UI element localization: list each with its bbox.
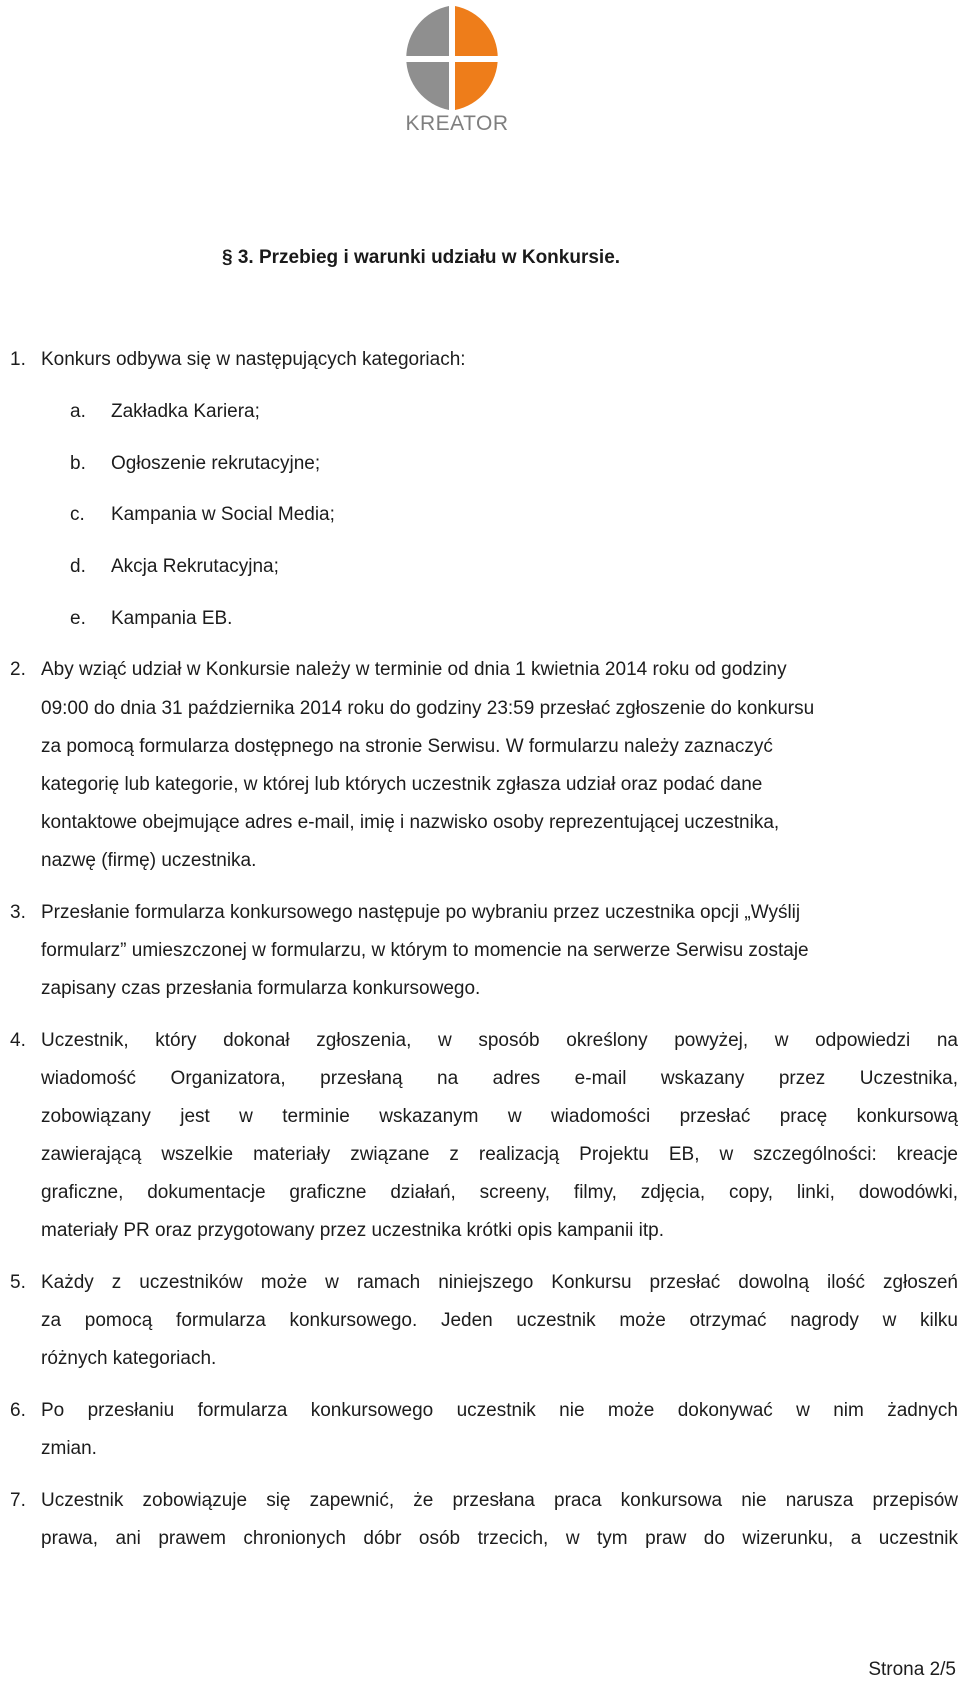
item-2-line-5: kontaktowe obejmujące adres e-mail, imię i nazwisko osoby reprezentującej uczestnika, (41, 812, 780, 833)
item-4-line-2 (41, 1068, 958, 1090)
sub-item-e-text: Kampania EB. (111, 608, 233, 629)
item-5-line-3: różnych kategoriach. (41, 1348, 217, 1369)
item-4-number: 4. (10, 1030, 26, 1051)
item-1-number: 1. (10, 349, 26, 370)
logo-mark-icon (398, 0, 516, 112)
sub-item-b-text: Ogłoszenie rekrutacyjne; (111, 453, 321, 474)
section-title: § 3. Przebieg i warunki udziału w Konkursie. (222, 247, 621, 268)
item-2-line-6: nazwę (firmę) uczestnika. (41, 850, 257, 871)
item-1-text: Konkurs odbywa się w następujących kategoriach: (41, 349, 466, 370)
page-number: Strona 2/5 (868, 1659, 956, 1680)
item-4-line-5-text: graficzne, dokumentacje graficzne działań, screeny, filmy, zdjęcia, copy, linki, dowodówki, (41, 1182, 958, 1203)
item-4-line-5 (41, 1182, 958, 1204)
item-2-line-2: 09:00 do dnia 31 października 2014 roku do godziny 23:59 przesłać zgłoszenie do konkursu (41, 698, 815, 719)
item-7-line-1-text: Uczestnik zobowiązuje się zapewnić, że przesłana praca konkursowa nie narusza przepisów (41, 1490, 958, 1511)
item-2-number: 2. (10, 659, 26, 680)
sub-item-d-letter: d. (70, 556, 86, 577)
item-6-line-2: zmian. (41, 1438, 97, 1459)
item-6-line-1-text: Po przesłaniu formularza konkursowego uczestnik nie może dokonywać w nim żadnych (41, 1400, 958, 1421)
sub-item-a-letter: a. (70, 401, 86, 422)
item-4-line-1 (41, 1030, 958, 1052)
sub-item-c-letter: c. (70, 504, 85, 525)
item-7-number: 7. (10, 1490, 26, 1511)
sub-item-c-text: Kampania w Social Media; (111, 504, 335, 525)
item-2-line-4: kategorię lub kategorie, w której lub których uczestnik zgłasza udział oraz podać dane (41, 774, 763, 795)
item-3-number: 3. (10, 902, 26, 923)
item-7-line-2-text: prawa, ani prawem chronionych dóbr osób trzecich, w tym praw do wizerunku, a uczestnik (41, 1528, 958, 1549)
item-7-line-2 (41, 1528, 958, 1550)
logo-text: KREATOR (405, 112, 509, 135)
kreator-logo (398, 0, 516, 140)
item-3-line-3: zapisany czas przesłania formularza konkursowego. (41, 978, 481, 999)
item-5-number: 5. (10, 1272, 26, 1293)
item-4-line-4 (41, 1144, 958, 1166)
item-3-line-2: formularz” umieszczonej w formularzu, w którym to momencie na serwerze Serwisu zostaje (41, 940, 809, 961)
sub-item-e-letter: e. (70, 608, 86, 629)
item-3-line-1: Przesłanie formularza konkursowego następuje po wybraniu przez uczestnika opcji „Wyślij (41, 902, 801, 923)
item-6-line-1 (41, 1400, 958, 1422)
item-5-line-1-text: Każdy z uczestników może w ramach niniejszego Konkursu przesłać dowolną ilość zgłoszeń (41, 1272, 958, 1293)
item-4-line-1-text: Uczestnik, który dokonał zgłoszenia, w sposób określony powyżej, w odpowiedzi na (41, 1030, 958, 1051)
item-5-line-2-text: za pomocą formularza konkursowego. Jeden uczestnik może otrzymać nagrody w kilku (41, 1310, 958, 1331)
item-4-line-2-text: wiadomość Organizatora, przesłaną na adres e-mail wskazany przez Uczestnika, (41, 1068, 958, 1089)
item-4-line-4-text: zawierającą wszelkie materiały związane z realizacją Projektu EB, w szczególności: kreacje (41, 1144, 958, 1165)
item-7-line-1 (41, 1490, 958, 1512)
sub-item-a-text: Zakładka Kariera; (111, 401, 260, 422)
item-5-line-1 (41, 1272, 958, 1294)
item-5-line-2 (41, 1310, 958, 1332)
item-2-line-3: za pomocą formularza dostępnego na stronie Serwisu. W formularzu należy zaznaczyć (41, 736, 773, 757)
item-4-line-3 (41, 1106, 958, 1128)
sub-item-d-text: Akcja Rekrutacyjna; (111, 556, 279, 577)
sub-item-b-letter: b. (70, 453, 86, 474)
item-6-number: 6. (10, 1400, 26, 1421)
item-2-line-1: Aby wziąć udział w Konkursie należy w terminie od dnia 1 kwietnia 2014 roku od godziny (41, 659, 787, 680)
item-4-line-6: materiały PR oraz przygotowany przez uczestnika krótki opis kampanii itp. (41, 1220, 665, 1241)
item-4-line-3-text: zobowiązany jest w terminie wskazanym w wiadomości przesłać pracę konkursową (41, 1106, 958, 1127)
